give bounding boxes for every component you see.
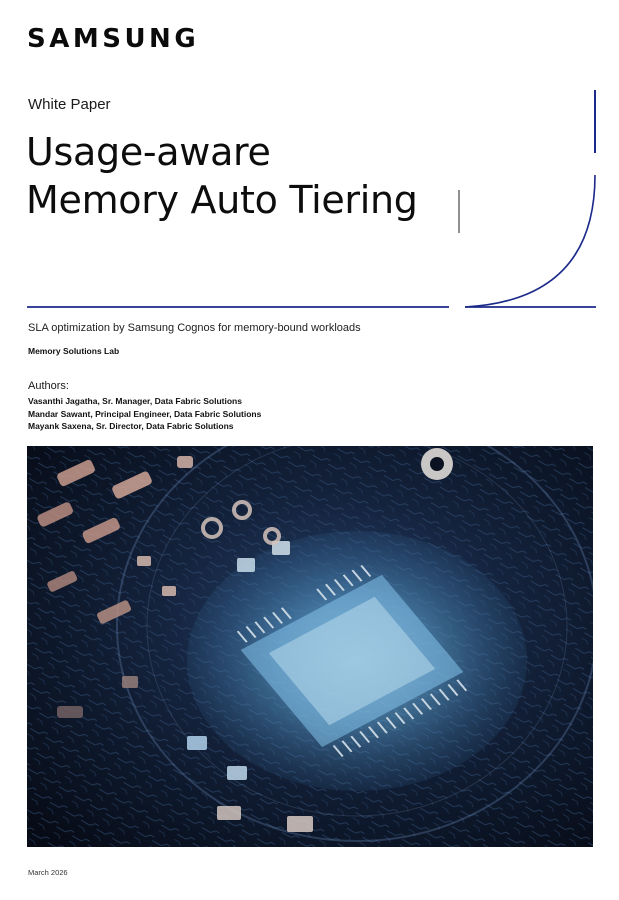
authors-heading: Authors: — [28, 380, 69, 392]
publication-date: March 2026 — [28, 868, 68, 877]
title-line-2: Memory Auto Tiering — [26, 178, 418, 222]
circuit-board-chip-icon — [27, 446, 593, 847]
title-line-1: Usage-aware — [26, 130, 271, 174]
circuit-board-image — [27, 446, 593, 847]
corner-arc — [465, 175, 595, 307]
subtitle: SLA optimization by Samsung Cognos for memory-bound workloads — [28, 322, 361, 334]
decorative-lines — [0, 0, 619, 320]
samsung-logo: SAMSUNG — [27, 24, 200, 54]
author-entry: Mayank Saxena, Sr. Director, Data Fabric Solutions — [28, 421, 234, 431]
lab-name: Memory Solutions Lab — [28, 346, 120, 356]
authors-list — [28, 395, 261, 433]
author-entry: Mandar Sawant, Principal Engineer, Data Fabric Solutions — [28, 408, 262, 419]
document-type-label: White Paper — [28, 96, 111, 113]
author-entry: Vasanthi Jagatha, Sr. Manager, Data Fabric Solutions — [28, 396, 242, 406]
